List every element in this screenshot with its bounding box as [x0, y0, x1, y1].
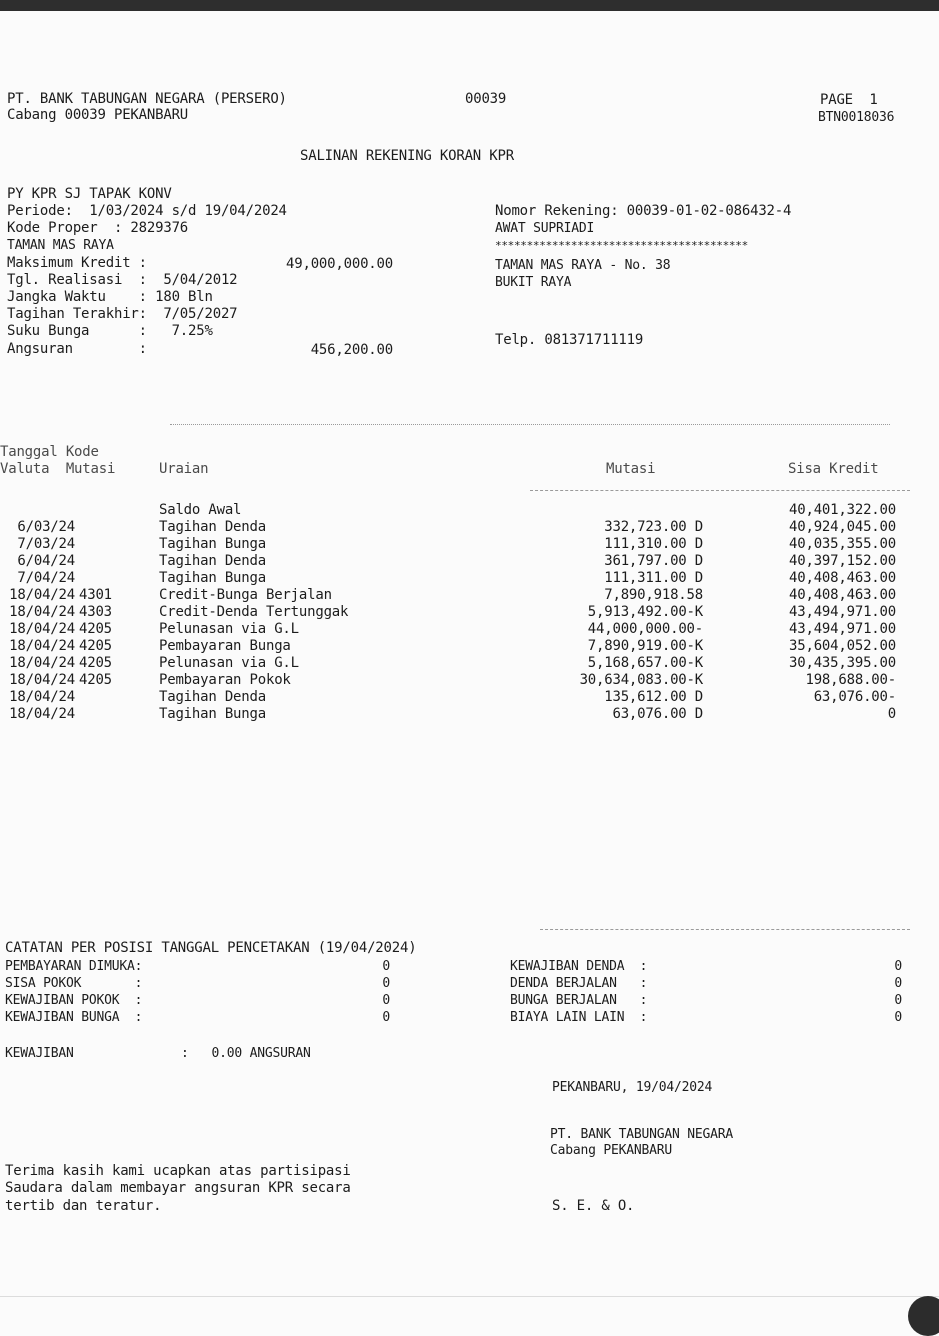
note-label: DENDA BERJALAN : — [510, 976, 648, 991]
term: Jangka Waktu : 180 Bln — [7, 289, 213, 305]
row-date: 18/04/24 — [9, 672, 75, 688]
errors-omissions: S. E. & O. — [552, 1198, 635, 1214]
row-code: 4303 — [79, 604, 112, 620]
row-code: 4205 — [79, 655, 112, 671]
top-bar — [0, 0, 939, 11]
branch-name: Cabang 00039 PEKANBARU — [7, 107, 189, 123]
row-date: 18/04/24 — [9, 655, 75, 671]
note-label: KEWAJIBAN POKOK : — [5, 993, 143, 1008]
thanks-line-3: tertib dan teratur. — [5, 1198, 162, 1214]
row-date: 18/04/24 — [9, 587, 75, 603]
row-date: 18/04/24 — [9, 604, 75, 620]
row-balance: 35,604,052.00 — [789, 638, 896, 654]
project-name: TAMAN MAS RAYA — [7, 238, 114, 253]
row-code: 4301 — [79, 587, 112, 603]
row-balance: 40,408,463.00 — [789, 587, 896, 603]
row-amount: 5,913,492.00-K — [587, 604, 703, 620]
thanks-line-2: Saudara dalam membayar angsuran KPR secara — [5, 1180, 351, 1196]
row-description: Tagihan Bunga — [159, 706, 266, 722]
row-balance: 40,401,322.00 — [789, 502, 896, 518]
footer-branch: Cabang PEKANBARU — [550, 1143, 673, 1158]
corner-button[interactable] — [908, 1296, 939, 1336]
row-balance: 40,397,152.00 — [789, 553, 896, 569]
note-label: BUNGA BERJALAN : — [510, 993, 648, 1008]
kewajiban-value: : 0.00 ANGSURAN — [181, 1046, 311, 1061]
row-description: Saldo Awal — [159, 502, 242, 518]
table-header-rule — [530, 490, 910, 491]
row-description: Tagihan Denda — [159, 519, 266, 535]
row-date: 6/03/24 — [17, 519, 75, 535]
row-balance: 30,435,395.00 — [789, 655, 896, 671]
row-amount: 111,310.00 D — [604, 536, 703, 552]
row-description: Pelunasan via G.L — [159, 621, 299, 637]
row-amount: 63,076.00 D — [612, 706, 703, 722]
last-bill: Tagihan Terakhir: 7/05/2027 — [7, 306, 238, 322]
row-amount: 111,311.00 D — [604, 570, 703, 586]
place-date: PEKANBARU, 19/04/2024 — [552, 1080, 713, 1095]
row-description: Tagihan Denda — [159, 689, 266, 705]
row-date: 6/04/24 — [17, 553, 75, 569]
note-value: 0 — [382, 1010, 390, 1025]
page-number: PAGE 1 — [820, 92, 878, 108]
row-amount: 7,890,919.00-K — [587, 638, 703, 654]
address-line-1: TAMAN MAS RAYA - No. 38 — [495, 258, 671, 273]
row-balance: 198,688.00- — [805, 672, 896, 688]
star-separator: **************************************** — [495, 240, 748, 252]
account-number: Nomor Rekening: 00039-01-02-086432-4 — [495, 203, 792, 219]
phone: Telp. 081371711119 — [495, 332, 644, 348]
footer-bank: PT. BANK TABUNGAN NEGARA — [550, 1127, 734, 1142]
row-amount: 7,890,918.58 — [604, 587, 703, 603]
row-amount: 332,723.00 D — [604, 519, 703, 535]
row-description: Tagihan Denda — [159, 553, 266, 569]
note-value: 0 — [894, 976, 902, 991]
row-description: Tagihan Bunga — [159, 536, 266, 552]
row-balance: 43,494,971.00 — [789, 604, 896, 620]
document-title: SALINAN REKENING KORAN KPR — [300, 148, 514, 164]
notes-title: CATATAN PER POSISI TANGGAL PENCETAKAN (19/04/2024) — [5, 940, 417, 956]
installment-value: 456,200.00 — [310, 342, 393, 358]
note-label: KEWAJIBAN BUNGA : — [5, 1010, 143, 1025]
customer-name: AWAT SUPRIADI — [495, 221, 595, 236]
note-value: 0 — [894, 959, 902, 974]
row-description: Credit-Bunga Berjalan — [159, 587, 332, 603]
row-balance: 43,494,971.00 — [789, 621, 896, 637]
table-header-amount: Mutasi — [606, 461, 656, 477]
row-code: 4205 — [79, 621, 112, 637]
note-label: PEMBAYARAN DIMUKA: — [5, 959, 143, 974]
row-amount: 5,168,657.00-K — [587, 655, 703, 671]
kode-proper: Kode Proper : 2829376 — [7, 220, 189, 236]
row-description: Pembayaran Pokok — [159, 672, 291, 688]
faint-separator — [170, 424, 890, 425]
doc-code: BTN0018036 — [818, 110, 895, 125]
row-description: Pelunasan via G.L — [159, 655, 299, 671]
thanks-line-1: Terima kasih kami ucapkan atas partisipasi — [5, 1163, 351, 1179]
row-balance: 63,076.00- — [813, 689, 896, 705]
row-balance: 0 — [887, 706, 896, 722]
table-header-description: Uraian — [159, 461, 209, 477]
notes-separator — [540, 929, 910, 930]
row-amount: 361,797.00 D — [604, 553, 703, 569]
note-label: SISA POKOK : — [5, 976, 143, 991]
note-value: 0 — [382, 959, 390, 974]
row-date: 18/04/24 — [9, 621, 75, 637]
branch-code: 00039 — [465, 91, 507, 107]
note-value: 0 — [382, 976, 390, 991]
table-header-balance: Sisa Kredit — [788, 461, 879, 477]
row-balance: 40,924,045.00 — [789, 519, 896, 535]
note-value: 0 — [894, 993, 902, 1008]
row-amount: 135,612.00 D — [604, 689, 703, 705]
row-amount: 30,634,083.00-K — [579, 672, 703, 688]
note-label: KEWAJIBAN DENDA : — [510, 959, 648, 974]
address-line-2: BUKIT RAYA — [495, 275, 572, 290]
row-date: 18/04/24 — [9, 638, 75, 654]
row-code: 4205 — [79, 638, 112, 654]
kewajiban-label: KEWAJIBAN — [5, 1046, 74, 1061]
realization-date: Tgl. Realisasi : 5/04/2012 — [7, 272, 238, 288]
row-date: 7/03/24 — [17, 536, 75, 552]
row-date: 7/04/24 — [17, 570, 75, 586]
max-credit-value: 49,000,000.00 — [286, 256, 393, 272]
max-credit-label: Maksimum Kredit : — [7, 255, 147, 271]
row-balance: 40,035,355.00 — [789, 536, 896, 552]
row-description: Tagihan Bunga — [159, 570, 266, 586]
row-description: Pembayaran Bunga — [159, 638, 291, 654]
row-code: 4205 — [79, 672, 112, 688]
row-amount: 44,000,000.00- — [587, 621, 703, 637]
row-balance: 40,408,463.00 — [789, 570, 896, 586]
interest-rate: Suku Bunga : 7.25% — [7, 323, 213, 339]
product-name: PY KPR SJ TAPAK KONV — [7, 186, 172, 202]
note-value: 0 — [382, 993, 390, 1008]
table-header-date-code: Tanggal Kode — [0, 444, 99, 460]
period: Periode: 1/03/2024 s/d 19/04/2024 — [7, 203, 287, 219]
row-date: 18/04/24 — [9, 689, 75, 705]
row-description: Credit-Denda Tertunggak — [159, 604, 349, 620]
bank-name: PT. BANK TABUNGAN NEGARA (PERSERO) — [7, 91, 287, 107]
row-date: 18/04/24 — [9, 706, 75, 722]
note-label: BIAYA LAIN LAIN : — [510, 1010, 648, 1025]
table-header-valuta: Valuta Mutasi — [0, 461, 116, 477]
note-value: 0 — [894, 1010, 902, 1025]
bottom-rule — [0, 1296, 939, 1297]
installment-label: Angsuran : — [7, 341, 147, 357]
